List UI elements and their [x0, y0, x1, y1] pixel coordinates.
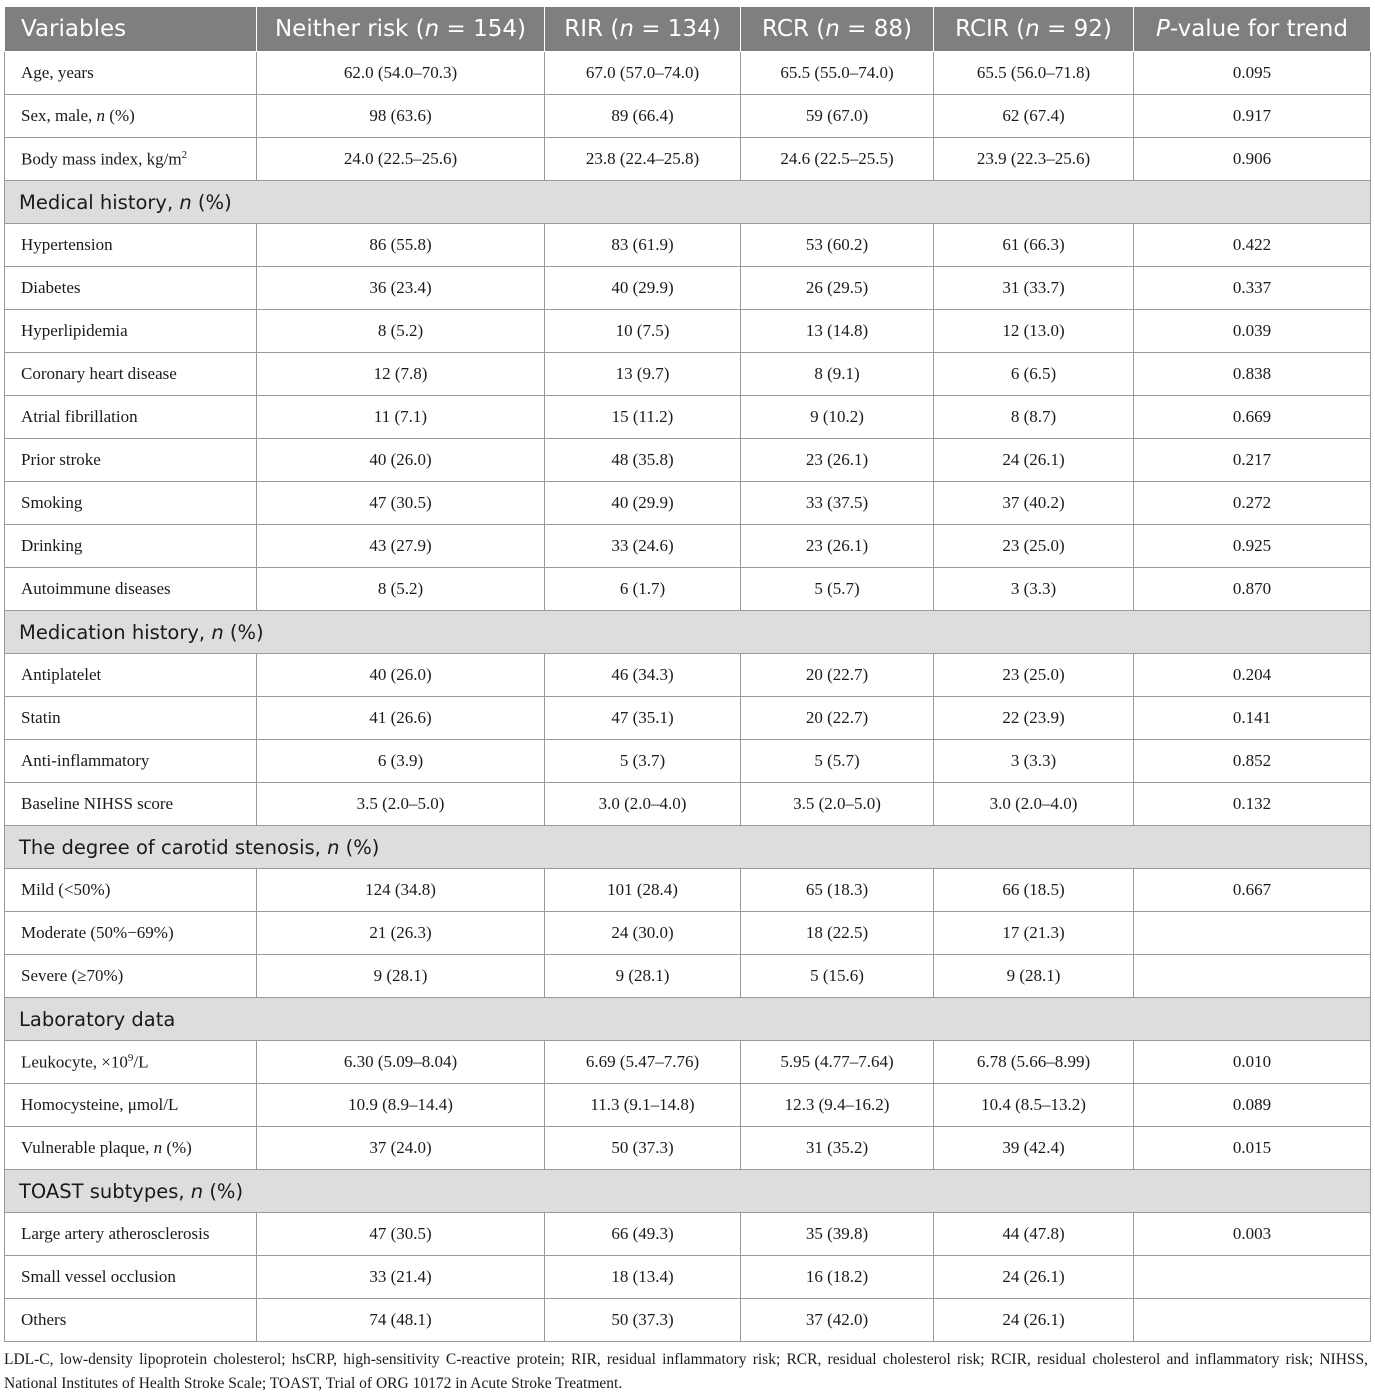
- row-label: Leukocyte, $\times 10^9/L$: [5, 1041, 257, 1084]
- cell: 3.0 (2.0–4.0): [545, 783, 741, 826]
- cell: 18 (13.4): [545, 1256, 741, 1299]
- cell: 53 (60.2): [741, 224, 934, 267]
- row-label: Diabetes: [5, 267, 257, 310]
- cell-p-value: 0.003: [1134, 1213, 1371, 1256]
- cell: 65.5 (56.0–71.8): [934, 52, 1134, 95]
- cell: 67.0 (57.0–74.0): [545, 52, 741, 95]
- cell: 47 (30.5): [257, 1213, 545, 1256]
- cell: 124 (34.8): [257, 869, 545, 912]
- section-title: Medication history, n (%): [5, 611, 1371, 654]
- section-header-medical-history: [5, 181, 1371, 224]
- cell: 35 (39.8): [741, 1213, 934, 1256]
- cell: 23 (25.0): [934, 654, 1134, 697]
- table-row: [5, 138, 1371, 181]
- table-row: [5, 95, 1371, 138]
- cell-p-value: [1134, 912, 1371, 955]
- cell: 6 (6.5): [934, 353, 1134, 396]
- cell-p-value: 0.422: [1134, 224, 1371, 267]
- cell: 31 (35.2): [741, 1127, 934, 1170]
- row-label: Coronary heart disease: [5, 353, 257, 396]
- cell: 9 (28.1): [934, 955, 1134, 998]
- header-rcir: RCIR (n = 92): [934, 7, 1134, 52]
- cell: 40 (29.9): [545, 482, 741, 525]
- cell: 22 (23.9): [934, 697, 1134, 740]
- cell: 5 (15.6): [741, 955, 934, 998]
- table-body: [5, 52, 1371, 1342]
- cell-p-value: 0.204: [1134, 654, 1371, 697]
- cell: 10 (7.5): [545, 310, 741, 353]
- cell: 8 (5.2): [257, 310, 545, 353]
- cell-p-value: [1134, 1256, 1371, 1299]
- cell-p-value: 0.337: [1134, 267, 1371, 310]
- section-title: Medical history, n (%): [5, 181, 1371, 224]
- cell: 20 (22.7): [741, 697, 934, 740]
- cell: 10.4 (8.5–13.2): [934, 1084, 1134, 1127]
- cell: 9 (10.2): [741, 396, 934, 439]
- table-row: [5, 439, 1371, 482]
- row-label: Hypertension: [5, 224, 257, 267]
- table-row: [5, 912, 1371, 955]
- table-row: [5, 654, 1371, 697]
- cell: 74 (48.1): [257, 1299, 545, 1342]
- cell: 47 (30.5): [257, 482, 545, 525]
- cell: 24 (26.1): [934, 1256, 1134, 1299]
- cell: 3 (3.3): [934, 568, 1134, 611]
- cell: 37 (24.0): [257, 1127, 545, 1170]
- cell: 23.9 (22.3–25.6): [934, 138, 1134, 181]
- header-rcr: RCR (n = 88): [741, 7, 934, 52]
- cell: 86 (55.8): [257, 224, 545, 267]
- cell: 23 (25.0): [934, 525, 1134, 568]
- cell: 43 (27.9): [257, 525, 545, 568]
- cell-p-value: 0.141: [1134, 697, 1371, 740]
- table-row: [5, 396, 1371, 439]
- row-label: Vulnerable plaque, n (%): [5, 1127, 257, 1170]
- cell: 62.0 (54.0–70.3): [257, 52, 545, 95]
- cell-p-value: 0.906: [1134, 138, 1371, 181]
- table-row: [5, 224, 1371, 267]
- cell: 50 (37.3): [545, 1127, 741, 1170]
- cell-p-value: 0.217: [1134, 439, 1371, 482]
- cell: 24 (26.1): [934, 1299, 1134, 1342]
- table-row: [5, 1127, 1371, 1170]
- section-header-toast-subtypes: [5, 1170, 1371, 1213]
- cell: 9 (28.1): [545, 955, 741, 998]
- cell: 18 (22.5): [741, 912, 934, 955]
- cell: 47 (35.1): [545, 697, 741, 740]
- row-label: Mild (<50%): [5, 869, 257, 912]
- table-row: [5, 869, 1371, 912]
- cell: 65 (18.3): [741, 869, 934, 912]
- cell: 21 (26.3): [257, 912, 545, 955]
- cell: 5.95 (4.77–7.64): [741, 1041, 934, 1084]
- row-label: Statin: [5, 697, 257, 740]
- cell: 3.0 (2.0–4.0): [934, 783, 1134, 826]
- cell: 6 (1.7): [545, 568, 741, 611]
- cell: 13 (14.8): [741, 310, 934, 353]
- cell: 10.9 (8.9–14.4): [257, 1084, 545, 1127]
- table-footnote: LDL-C, low-density lipoprotein cholesterol; hsCRP, high-sensitivity C-reactive protein; RIR, residual inflammatory risk; RCR, residual cholesterol risk; RCIR, residual cholesterol and inflammatory risk; NIHSS, National Institutes of Health Stroke Scale; TOAST, Trial of ORG 10172 in Acute Stroke Treatment.: [4, 1351, 1368, 1392]
- table-row: [5, 955, 1371, 998]
- cell: 11.3 (9.1–14.8): [545, 1084, 741, 1127]
- cell: 6 (3.9): [257, 740, 545, 783]
- cell: 6.30 (5.09–8.04): [257, 1041, 545, 1084]
- table-row: [5, 525, 1371, 568]
- table-row: [5, 1084, 1371, 1127]
- header-rir: RIR (n = 134): [545, 7, 741, 52]
- cell: 9 (28.1): [257, 955, 545, 998]
- cell: 40 (26.0): [257, 439, 545, 482]
- cell: 44 (47.8): [934, 1213, 1134, 1256]
- cell: 65.5 (55.0–74.0): [741, 52, 934, 95]
- row-label: Body mass index, $kg/m^2$: [5, 138, 257, 181]
- cell: 89 (66.4): [545, 95, 741, 138]
- row-label: Autoimmune diseases: [5, 568, 257, 611]
- table-row: [5, 1299, 1371, 1342]
- cell: 36 (23.4): [257, 267, 545, 310]
- row-label: Others: [5, 1299, 257, 1342]
- cell: 101 (28.4): [545, 869, 741, 912]
- cell-p-value: 0.667: [1134, 869, 1371, 912]
- section-header-laboratory-data: [5, 998, 1371, 1041]
- cell: 11 (7.1): [257, 396, 545, 439]
- cell: 3.5 (2.0–5.0): [257, 783, 545, 826]
- cell: 12.3 (9.4–16.2): [741, 1084, 934, 1127]
- row-label: Moderate (50%−69%): [5, 912, 257, 955]
- cell: 24.6 (22.5–25.5): [741, 138, 934, 181]
- cell: 12 (13.0): [934, 310, 1134, 353]
- cell: 23.8 (22.4–25.8): [545, 138, 741, 181]
- cell: 17 (21.3): [934, 912, 1134, 955]
- cell-p-value: 0.010: [1134, 1041, 1371, 1084]
- cell: 62 (67.4): [934, 95, 1134, 138]
- cell: 13 (9.7): [545, 353, 741, 396]
- section-title: TOAST subtypes, n (%): [5, 1170, 1371, 1213]
- cell-p-value: 0.095: [1134, 52, 1371, 95]
- cell: 46 (34.3): [545, 654, 741, 697]
- cell: 8 (9.1): [741, 353, 934, 396]
- section-title: Laboratory data: [5, 998, 1371, 1041]
- baseline-characteristics-table: [4, 6, 1371, 1342]
- cell: 50 (37.3): [545, 1299, 741, 1342]
- cell: 24 (26.1): [934, 439, 1134, 482]
- table-row: [5, 267, 1371, 310]
- cell-p-value: 0.669: [1134, 396, 1371, 439]
- row-label: Prior stroke: [5, 439, 257, 482]
- cell: 16 (18.2): [741, 1256, 934, 1299]
- cell: 31 (33.7): [934, 267, 1134, 310]
- row-label: Large artery atherosclerosis: [5, 1213, 257, 1256]
- cell: 8 (8.7): [934, 396, 1134, 439]
- cell: 23 (26.1): [741, 439, 934, 482]
- cell-p-value: 0.132: [1134, 783, 1371, 826]
- cell-p-value: 0.039: [1134, 310, 1371, 353]
- cell: 8 (5.2): [257, 568, 545, 611]
- row-label: Anti-inflammatory: [5, 740, 257, 783]
- cell: 5 (3.7): [545, 740, 741, 783]
- table-row: [5, 482, 1371, 525]
- row-label: Antiplatelet: [5, 654, 257, 697]
- cell: 26 (29.5): [741, 267, 934, 310]
- baseline-characteristics-table-container: [4, 6, 1370, 1342]
- section-header-medication-history: [5, 611, 1371, 654]
- cell: 66 (18.5): [934, 869, 1134, 912]
- cell: 33 (24.6): [545, 525, 741, 568]
- table-row: [5, 1213, 1371, 1256]
- cell: 12 (7.8): [257, 353, 545, 396]
- cell: 37 (42.0): [741, 1299, 934, 1342]
- cell: 6.69 (5.47–7.76): [545, 1041, 741, 1084]
- row-label: Drinking: [5, 525, 257, 568]
- row-label: Age, years: [5, 52, 257, 95]
- cell: 5 (5.7): [741, 740, 934, 783]
- cell: 39 (42.4): [934, 1127, 1134, 1170]
- cell: 98 (63.6): [257, 95, 545, 138]
- row-label: Hyperlipidemia: [5, 310, 257, 353]
- row-label: Homocysteine, μmol/L: [5, 1084, 257, 1127]
- cell: 15 (11.2): [545, 396, 741, 439]
- cell: 5 (5.7): [741, 568, 934, 611]
- cell-p-value: 0.917: [1134, 95, 1371, 138]
- header-variables: Variables: [5, 7, 257, 52]
- cell: 23 (26.1): [741, 525, 934, 568]
- cell: 3.5 (2.0–5.0): [741, 783, 934, 826]
- cell: 40 (26.0): [257, 654, 545, 697]
- cell: 83 (61.9): [545, 224, 741, 267]
- table-row: [5, 353, 1371, 396]
- row-label: Atrial fibrillation: [5, 396, 257, 439]
- section-title: The degree of carotid stenosis, n (%): [5, 826, 1371, 869]
- cell-p-value: 0.838: [1134, 353, 1371, 396]
- header-p-value: P-value for trend: [1134, 7, 1371, 52]
- table-row: [5, 1041, 1371, 1084]
- cell-p-value: 0.870: [1134, 568, 1371, 611]
- cell: 48 (35.8): [545, 439, 741, 482]
- table-row: [5, 697, 1371, 740]
- cell: 40 (29.9): [545, 267, 741, 310]
- cell: 37 (40.2): [934, 482, 1134, 525]
- cell: 33 (21.4): [257, 1256, 545, 1299]
- row-label: Smoking: [5, 482, 257, 525]
- header-neither-risk: Neither risk (n = 154): [257, 7, 545, 52]
- table-row: [5, 1256, 1371, 1299]
- cell: 24.0 (22.5–25.6): [257, 138, 545, 181]
- table-row: [5, 740, 1371, 783]
- cell: 3 (3.3): [934, 740, 1134, 783]
- cell: 66 (49.3): [545, 1213, 741, 1256]
- row-label: Small vessel occlusion: [5, 1256, 257, 1299]
- cell: 24 (30.0): [545, 912, 741, 955]
- cell-p-value: 0.925: [1134, 525, 1371, 568]
- cell-p-value: 0.015: [1134, 1127, 1371, 1170]
- row-label: Sex, male, n (%): [5, 95, 257, 138]
- cell-p-value: 0.089: [1134, 1084, 1371, 1127]
- cell: 33 (37.5): [741, 482, 934, 525]
- cell: 59 (67.0): [741, 95, 934, 138]
- table-row: [5, 310, 1371, 353]
- cell-p-value: 0.272: [1134, 482, 1371, 525]
- cell: 41 (26.6): [257, 697, 545, 740]
- cell: 6.78 (5.66–8.99): [934, 1041, 1134, 1084]
- table-row: [5, 783, 1371, 826]
- row-label: Baseline NIHSS score: [5, 783, 257, 826]
- table-header-row: [5, 7, 1371, 52]
- row-label: Severe (≥70%): [5, 955, 257, 998]
- cell-p-value: [1134, 1299, 1371, 1342]
- section-header-carotid-stenosis: [5, 826, 1371, 869]
- cell: 20 (22.7): [741, 654, 934, 697]
- cell-p-value: [1134, 955, 1371, 998]
- table-row: [5, 568, 1371, 611]
- cell-p-value: 0.852: [1134, 740, 1371, 783]
- cell: 61 (66.3): [934, 224, 1134, 267]
- table-row: [5, 52, 1371, 95]
